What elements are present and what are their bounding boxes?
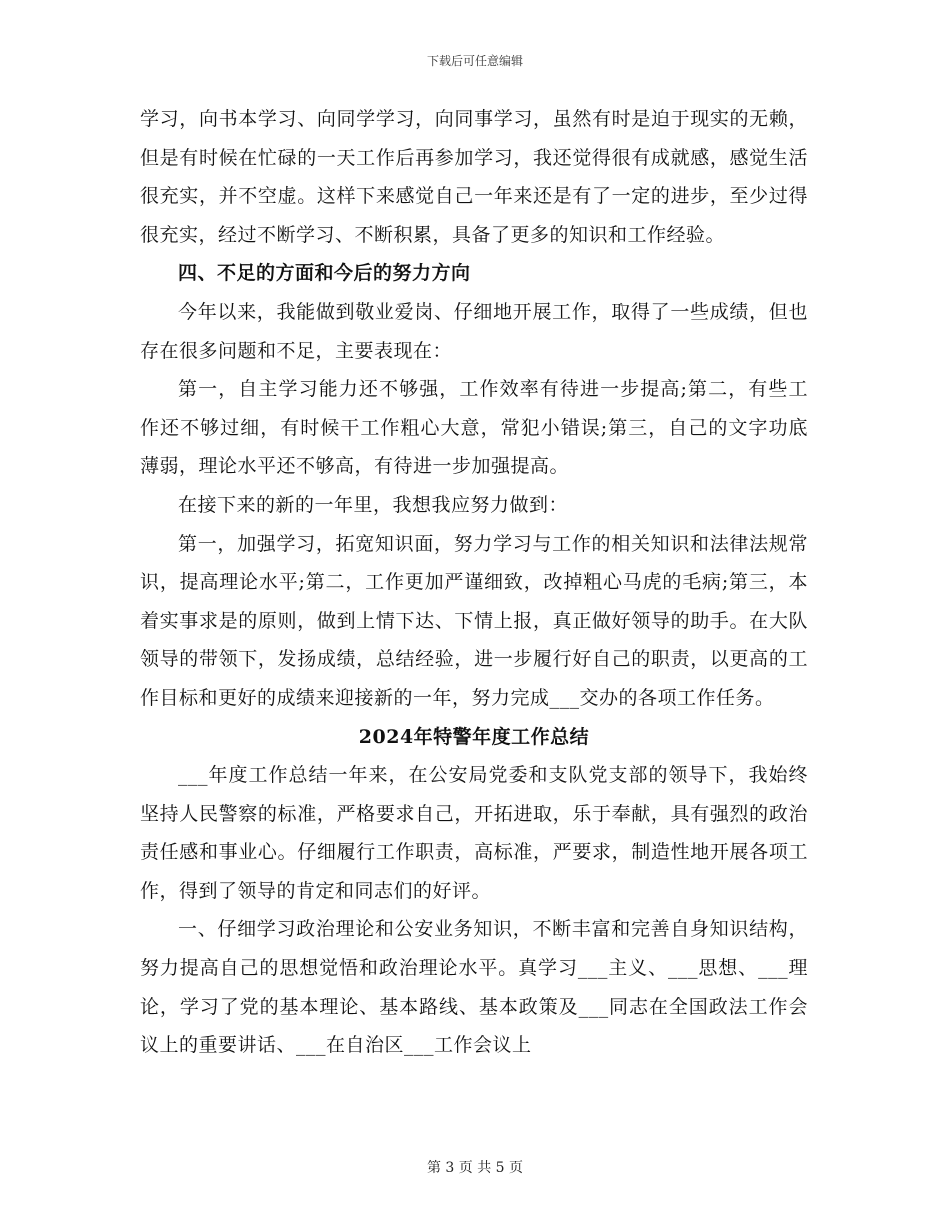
page-header-note: 下载后可任意编辑	[426, 54, 523, 68]
paragraph-problems: 第一，自主学习能力还不够强，工作效率有待进一步提高;第二，有些工作还不够过细，有时候干工作粗心大意，常犯小错误;第三，自己的文字功底薄弱，理论水平还不够高，有待进一步加强提高。	[140, 378, 808, 478]
paragraph-continued-study: 学习，向书本学习、向同学学习，向同事学习，虽然有时是迫于现实的无赖，但是有时候在忙碌的一天工作后再参加学习，我还觉得很有成就感，感觉生活很充实，并不空虚。这样下来感觉自己一年来还是有了一定的进步，至少过得很充实，经过不断学习、不断积累，具备了更多的知识和工作经验。	[140, 108, 808, 246]
section-heading-shortcomings: 四、不足的方面和今后的努力方向	[178, 262, 471, 285]
paragraph-next-year-plans: 第一，加强学习，拓宽知识面，努力学习与工作的相关知识和法律法规常识，提高理论水平;第二，工作更加严谨细致，改掉粗心马虎的毛病;第三，本着实事求是的原则，做到上情下达、下情上报，真正做好领导的助手。在大队领导的带领下，发扬成绩，总结经验，进一步履行好自己的职责，以更高的工作目标和更好的成绩来迎接新的一年，努力完成___交办的各项工作任务。	[140, 532, 808, 709]
paragraph-next-year-intro: 在接下来的新的一年里，我想我应努力做到：	[178, 493, 569, 516]
document-body	[140, 100, 808, 1065]
paragraph-achievements: 今年以来，我能做到敬业爱岗、仔细地开展工作，取得了一些成绩，但也存在很多问题和不足，主要表现在：	[140, 300, 808, 362]
document-title: 2024年特警年度工作总结	[358, 725, 590, 748]
paragraph-summary-intro: ___年度工作总结一年来，在公安局党委和支队党支部的领导下，我始终坚持人民警察的标准，严格要求自己，开拓进取，乐于奉献，具有强烈的政治责任感和事业心。仔细履行工作职责，高标准，严要求，制造性地开展各项工作，得到了领导的肯定和同志们的好评。	[140, 764, 808, 902]
page-number: 第 3 页 共 5 页	[426, 1160, 524, 1176]
paragraph-political-study: 一、仔细学习政治理论和公安业务知识，不断丰富和完善自身知识结构，努力提高自己的思想觉悟和政治理论水平。真学习___主义、___思想、___理论，学习了党的基本理论、基本路线、基本政策及___同志在全国政法工作会议上的重要讲话、___在自治区___工作会议上	[140, 918, 808, 1057]
